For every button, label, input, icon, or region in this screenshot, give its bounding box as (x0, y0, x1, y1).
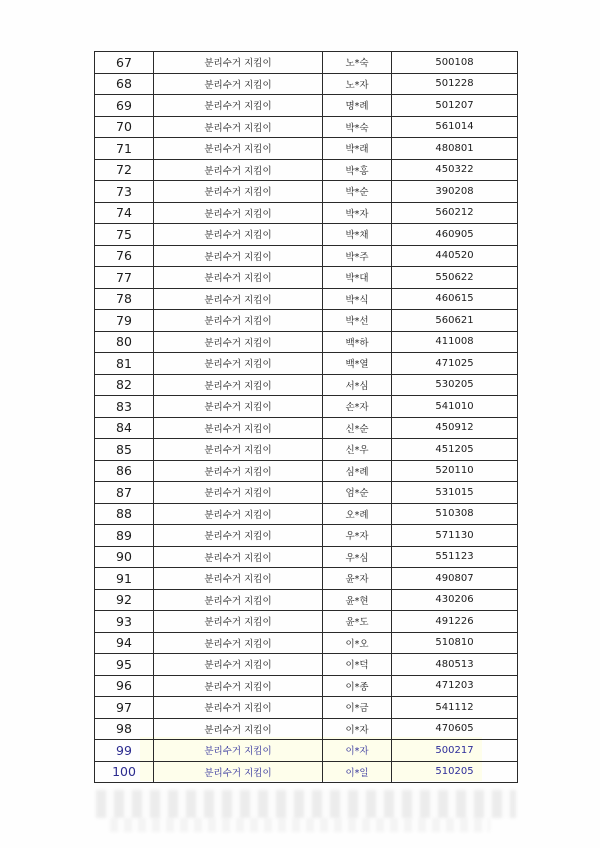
table-row (95, 245, 518, 267)
row-number: 76 (95, 245, 154, 267)
task-cell: 분리수거 지킴이 (154, 632, 323, 654)
task-cell: 분리수거 지킴이 (154, 761, 323, 783)
row-number: 84 (95, 417, 154, 439)
code-cell: 440520 (392, 245, 518, 267)
table-row (95, 288, 518, 310)
name-cell: 박*채 (323, 224, 392, 246)
code-cell: 530205 (392, 374, 518, 396)
name-cell: 윤*도 (323, 611, 392, 633)
task-cell: 분리수거 지킴이 (154, 654, 323, 676)
code-cell: 471025 (392, 353, 518, 375)
code-cell: 470605 (392, 718, 518, 740)
roster-table-body (95, 52, 518, 783)
task-cell: 분리수거 지킴이 (154, 95, 323, 117)
name-cell: 노*자 (323, 73, 392, 95)
code-cell: 561014 (392, 116, 518, 138)
task-cell: 분리수거 지킴이 (154, 589, 323, 611)
task-cell: 분리수거 지킴이 (154, 267, 323, 289)
task-cell: 분리수거 지킴이 (154, 202, 323, 224)
task-cell: 분리수거 지킴이 (154, 224, 323, 246)
scan-artifact (110, 818, 490, 832)
code-cell: 571130 (392, 525, 518, 547)
row-number: 73 (95, 181, 154, 203)
task-cell: 분리수거 지킴이 (154, 52, 323, 74)
table-row (95, 632, 518, 654)
code-cell: 450322 (392, 159, 518, 181)
name-cell: 이*종 (323, 675, 392, 697)
row-number: 80 (95, 331, 154, 353)
row-number: 81 (95, 353, 154, 375)
row-number: 95 (95, 654, 154, 676)
task-cell: 분리수거 지킴이 (154, 245, 323, 267)
table-row (95, 718, 518, 740)
table-row (95, 546, 518, 568)
code-cell: 510205 (392, 761, 518, 783)
task-cell: 분리수거 지킴이 (154, 525, 323, 547)
table-row (95, 568, 518, 590)
code-cell: 480513 (392, 654, 518, 676)
table-row (95, 460, 518, 482)
table-row (95, 611, 518, 633)
code-cell: 510308 (392, 503, 518, 525)
row-number: 92 (95, 589, 154, 611)
name-cell: 신*우 (323, 439, 392, 461)
table-row (95, 267, 518, 289)
code-cell: 501207 (392, 95, 518, 117)
table-row (95, 697, 518, 719)
task-cell: 분리수거 지킴이 (154, 116, 323, 138)
name-cell: 이*일 (323, 761, 392, 783)
name-cell: 오*례 (323, 503, 392, 525)
row-number: 100 (95, 761, 154, 783)
name-cell: 이*덕 (323, 654, 392, 676)
row-number: 71 (95, 138, 154, 160)
task-cell: 분리수거 지킴이 (154, 159, 323, 181)
code-cell: 460615 (392, 288, 518, 310)
task-cell: 분리수거 지킴이 (154, 439, 323, 461)
name-cell: 박*선 (323, 310, 392, 332)
table-row (95, 73, 518, 95)
code-cell: 471203 (392, 675, 518, 697)
table-row (95, 138, 518, 160)
task-cell: 분리수거 지킴이 (154, 181, 323, 203)
name-cell: 백*열 (323, 353, 392, 375)
code-cell: 501228 (392, 73, 518, 95)
row-number: 86 (95, 460, 154, 482)
code-cell: 491226 (392, 611, 518, 633)
code-cell: 550622 (392, 267, 518, 289)
code-cell: 500108 (392, 52, 518, 74)
task-cell: 분리수거 지킴이 (154, 482, 323, 504)
task-cell: 분리수거 지킴이 (154, 568, 323, 590)
code-cell: 560621 (392, 310, 518, 332)
code-cell: 560212 (392, 202, 518, 224)
name-cell: 노*숙 (323, 52, 392, 74)
row-number: 70 (95, 116, 154, 138)
name-cell: 박*주 (323, 245, 392, 267)
table-row (95, 589, 518, 611)
row-number: 88 (95, 503, 154, 525)
table-row (95, 224, 518, 246)
table-row (95, 181, 518, 203)
scan-artifact (96, 790, 516, 818)
code-cell: 551123 (392, 546, 518, 568)
table-row (95, 482, 518, 504)
roster-table (94, 51, 518, 783)
code-cell: 520110 (392, 460, 518, 482)
name-cell: 이*자 (323, 740, 392, 762)
table-row (95, 116, 518, 138)
table-row (95, 202, 518, 224)
name-cell: 박*자 (323, 202, 392, 224)
task-cell: 분리수거 지킴이 (154, 331, 323, 353)
code-cell: 490807 (392, 568, 518, 590)
name-cell: 박*대 (323, 267, 392, 289)
name-cell: 박*식 (323, 288, 392, 310)
table-row (95, 159, 518, 181)
row-number: 68 (95, 73, 154, 95)
name-cell: 박*숙 (323, 116, 392, 138)
table-row (95, 654, 518, 676)
name-cell: 이*자 (323, 718, 392, 740)
row-number: 78 (95, 288, 154, 310)
name-cell: 우*심 (323, 546, 392, 568)
table-row (95, 95, 518, 117)
table-row (95, 417, 518, 439)
name-cell: 박*홍 (323, 159, 392, 181)
row-number: 93 (95, 611, 154, 633)
task-cell: 분리수거 지킴이 (154, 138, 323, 160)
code-cell: 510810 (392, 632, 518, 654)
task-cell: 분리수거 지킴이 (154, 675, 323, 697)
row-number: 77 (95, 267, 154, 289)
table-row (95, 353, 518, 375)
code-cell: 451205 (392, 439, 518, 461)
row-number: 96 (95, 675, 154, 697)
name-cell: 윤*자 (323, 568, 392, 590)
task-cell: 분리수거 지킴이 (154, 417, 323, 439)
name-cell: 신*순 (323, 417, 392, 439)
code-cell: 411008 (392, 331, 518, 353)
table-row (95, 503, 518, 525)
name-cell: 이*오 (323, 632, 392, 654)
row-number: 75 (95, 224, 154, 246)
code-cell: 500217 (392, 740, 518, 762)
row-number: 69 (95, 95, 154, 117)
task-cell: 분리수거 지킴이 (154, 288, 323, 310)
row-number: 99 (95, 740, 154, 762)
row-number: 91 (95, 568, 154, 590)
name-cell: 윤*현 (323, 589, 392, 611)
code-cell: 430206 (392, 589, 518, 611)
name-cell: 손*자 (323, 396, 392, 418)
task-cell: 분리수거 지킴이 (154, 611, 323, 633)
table-row (95, 740, 518, 762)
row-number: 85 (95, 439, 154, 461)
code-cell: 450912 (392, 417, 518, 439)
task-cell: 분리수거 지킴이 (154, 546, 323, 568)
task-cell: 분리수거 지킴이 (154, 310, 323, 332)
name-cell: 엄*순 (323, 482, 392, 504)
row-number: 89 (95, 525, 154, 547)
table-row (95, 374, 518, 396)
task-cell: 분리수거 지킴이 (154, 718, 323, 740)
name-cell: 명*례 (323, 95, 392, 117)
task-cell: 분리수거 지킴이 (154, 396, 323, 418)
row-number: 94 (95, 632, 154, 654)
name-cell: 심*례 (323, 460, 392, 482)
task-cell: 분리수거 지킴이 (154, 697, 323, 719)
table-row (95, 52, 518, 74)
row-number: 74 (95, 202, 154, 224)
task-cell: 분리수거 지킴이 (154, 374, 323, 396)
table-row (95, 310, 518, 332)
table-row (95, 331, 518, 353)
name-cell: 서*심 (323, 374, 392, 396)
row-number: 82 (95, 374, 154, 396)
task-cell: 분리수거 지킴이 (154, 353, 323, 375)
row-number: 87 (95, 482, 154, 504)
table-row (95, 439, 518, 461)
name-cell: 박*순 (323, 181, 392, 203)
table-row (95, 525, 518, 547)
code-cell: 480801 (392, 138, 518, 160)
row-number: 67 (95, 52, 154, 74)
task-cell: 분리수거 지킴이 (154, 73, 323, 95)
code-cell: 541112 (392, 697, 518, 719)
row-number: 98 (95, 718, 154, 740)
row-number: 97 (95, 697, 154, 719)
row-number: 83 (95, 396, 154, 418)
code-cell: 541010 (392, 396, 518, 418)
row-number: 90 (95, 546, 154, 568)
task-cell: 분리수거 지킴이 (154, 460, 323, 482)
code-cell: 390208 (392, 181, 518, 203)
table-row (95, 761, 518, 783)
name-cell: 우*자 (323, 525, 392, 547)
code-cell: 531015 (392, 482, 518, 504)
name-cell: 백*하 (323, 331, 392, 353)
task-cell: 분리수거 지킴이 (154, 503, 323, 525)
task-cell: 분리수거 지킴이 (154, 740, 323, 762)
code-cell: 460905 (392, 224, 518, 246)
row-number: 79 (95, 310, 154, 332)
row-number: 72 (95, 159, 154, 181)
name-cell: 이*금 (323, 697, 392, 719)
table-row (95, 675, 518, 697)
name-cell: 박*래 (323, 138, 392, 160)
table-row (95, 396, 518, 418)
